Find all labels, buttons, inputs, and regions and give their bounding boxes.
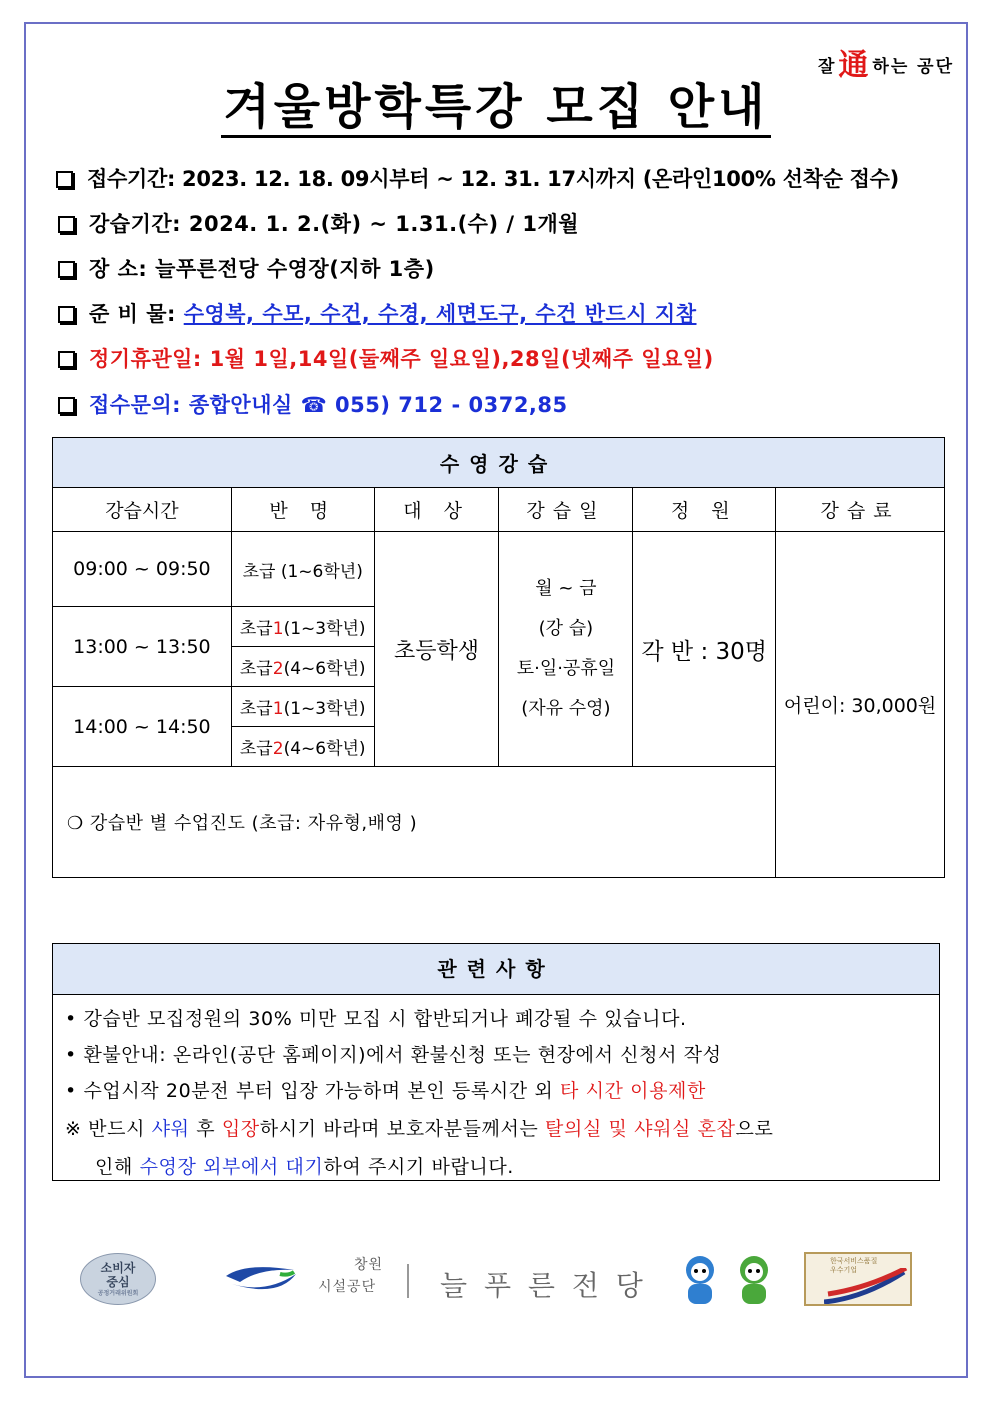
note-line: • 환불안내: 온라인(공단 홈페이지)에서 환불신청 또는 현장에서 신청서 작성 (65, 1044, 722, 1066)
target-group: 초등학생 (374, 532, 499, 767)
footer (0, 1250, 992, 1310)
notes-box (52, 943, 940, 1181)
header-time: 강습시간 (53, 488, 232, 532)
capacity: 각 반 : 30명 (633, 532, 776, 767)
page-title: 겨울방학특강 모집 안내 (0, 68, 992, 137)
consumer-badge: 소비자 중심 공정거래위원회 (80, 1253, 156, 1307)
checkbox-icon (58, 216, 75, 233)
note-line: ※ 반드시 샤워 후 입장하시기 바라며 보호자분들께서는 탈의실 및 샤워실 혼잡으로 (65, 1118, 774, 1140)
class-days: 월 ~ 금 (강 습) 토·일·공휴일 (자유 수영) (499, 532, 633, 767)
closed-days: 정기휴관일: 1월 1일,14일(둘째주 일요일),28일(넷째주 일요일) (58, 343, 714, 373)
note-line: 인해 수영장 외부에서 대기하여 주시기 바랍니다. (95, 1156, 514, 1178)
class-name: 초급1(1~3학년) (231, 687, 374, 727)
checkbox-icon (58, 261, 75, 278)
checkbox-icon (58, 351, 75, 368)
header-class: 반 명 (231, 488, 374, 532)
fee: 어린이: 30,000원 (776, 532, 945, 878)
notes-title: 관련사항 (53, 944, 939, 995)
center-name: 늘 푸 른 전 당 (440, 1269, 647, 1302)
class-name: 초급2(4~6학년) (231, 647, 374, 687)
slogan: 잘通 하는 공단 (817, 48, 954, 83)
class-progress: ❍ 강습반 별 수업진도 (초급: 자유형,배영 ) (53, 767, 776, 878)
time-slot: 14:00 ~ 14:50 (53, 687, 232, 767)
checkbox-icon (58, 397, 75, 414)
changwon-logo-icon (222, 1260, 304, 1300)
inquiry: 접수문의: 종합안내실 ☎ 055) 712 - 0372,85 (58, 389, 568, 419)
table-title: 수영강습 (53, 438, 945, 488)
header-target: 대 상 (374, 488, 499, 532)
service-quality-award: 한국서비스품질 우수기업 (804, 1252, 912, 1306)
divider (407, 1264, 409, 1298)
class-name: 초급 (1~6학년) (231, 532, 374, 607)
header-days: 강습일 (499, 488, 633, 532)
note-line: • 강습반 모집정원의 30% 미만 모집 시 합반되거나 폐강될 수 있습니다. (65, 1008, 687, 1030)
mascot-icon (676, 1252, 724, 1308)
swim-class-table (52, 437, 945, 878)
mascot-icon (730, 1252, 778, 1308)
checkbox-icon (56, 171, 73, 188)
time-slot: 13:00 ~ 13:50 (53, 607, 232, 687)
preparation: 준 비 물: 수영복, 수모, 수건, 수경, 세면도구, 수건 반드시 지참 (58, 298, 697, 328)
registration-period: 접수기간: 2023. 12. 18. 09시부터 ~ 12. 31. 17시까지 (온라인100% 선착순 접수) (56, 163, 899, 193)
time-slot: 09:00 ~ 09:50 (53, 532, 232, 607)
location: 장 소: 늘푸른전당 수영장(지하 1층) (58, 253, 435, 283)
header-capacity: 정 원 (633, 488, 776, 532)
checkbox-icon (58, 306, 75, 323)
class-period: 강습기간: 2024. 1. 2.(화) ~ 1.31.(수) / 1개월 (58, 208, 579, 238)
logo-text: 창원 시설공단 (318, 1257, 384, 1295)
header-fee: 강습료 (776, 488, 945, 532)
note-line: • 수업시작 20분전 부터 입장 가능하며 본인 등록시간 외 타 시간 이용제한 (65, 1080, 706, 1102)
class-name: 초급1(1~3학년) (231, 607, 374, 647)
award-ribbon-icon (824, 1268, 910, 1306)
class-name: 초급2(4~6학년) (231, 727, 374, 767)
